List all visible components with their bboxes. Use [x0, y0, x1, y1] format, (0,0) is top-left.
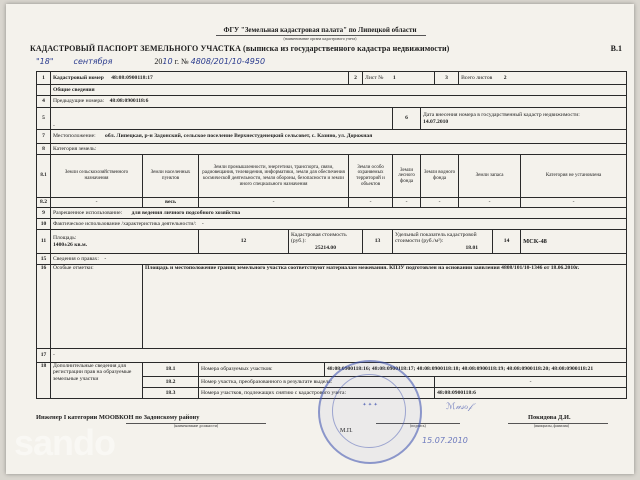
rights-value: -: [104, 255, 107, 262]
coordinate-system: МСК-48: [521, 230, 627, 254]
land-category-label: Категория земель:: [51, 144, 627, 155]
stamp-inner-ring: [332, 374, 406, 448]
cadastral-cost-label: Кадастровая стоимость (руб.):: [291, 232, 347, 245]
category-value: -: [349, 198, 393, 208]
stamp-place: М.П.: [340, 428, 353, 434]
area-label: Площадь:: [53, 235, 77, 242]
organization-note: (наименование органа кадастрового учета): [283, 36, 357, 41]
row5-value: -: [51, 108, 393, 130]
document-title: КАДАСТРОВЫЙ ПАСПОРТ ЗЕМЕЛЬНОГО УЧАСТКА (выписка из государственного кадастра недвижимости): [30, 44, 450, 53]
separated-plot-value: -: [435, 377, 627, 388]
category-header: Земли лесного фонда: [393, 155, 421, 198]
cadastral-table: [36, 71, 627, 399]
row-number: 8: [37, 144, 51, 155]
actual-use-value: -: [201, 220, 204, 227]
row-number: 8.2: [37, 198, 51, 208]
row-number: 5: [37, 108, 51, 130]
category-header: Земли сельскохозяйственного назначения: [51, 155, 143, 198]
handwritten-month: сентября: [73, 57, 113, 66]
special-notes-value: Площадь и местоположение границ земельного участка соответствуют материалам межевания. КПЗУ подготовлен на основании заявления 4808/101/10-1346 от 18.06.2010г.: [143, 265, 627, 349]
category-header: Земли водного фонда: [421, 155, 459, 198]
official-stamp: [318, 360, 422, 464]
area-value: 1400±26 кв.м.: [53, 241, 88, 248]
general-section-heading: Общие сведения: [51, 85, 627, 96]
row-number: 14: [493, 230, 521, 254]
additional-info-label: Дополнительные сведения для регистрации прав на образуемые земельные участки: [51, 363, 143, 399]
total-sheets-cell: [459, 72, 627, 85]
row-previous-numbers: [37, 96, 627, 108]
row-number: 6: [393, 108, 421, 130]
rights-label: Сведения о правах:: [53, 255, 99, 262]
previous-numbers-value: 48:08:0900118:6: [109, 98, 149, 105]
row-rights: [37, 254, 627, 265]
handwritten-year: 10: [162, 57, 173, 66]
category-value: -: [393, 198, 421, 208]
sheet-cell: [363, 72, 435, 85]
row-number: 18: [37, 363, 51, 399]
year-prefix: 20: [154, 57, 163, 66]
permitted-use-value: для ведения личного подсобного хозяйства: [131, 209, 241, 216]
row-number: 4: [37, 96, 51, 108]
row-number: 15: [37, 254, 51, 265]
row-land-category-headers: [37, 155, 627, 198]
category-value: весь: [143, 198, 199, 208]
row-number: 12: [199, 230, 289, 254]
position-note: (наименование должности): [174, 424, 219, 428]
cadastral-cost-value: 25214.00: [315, 244, 337, 251]
row-formed-plots: [37, 363, 627, 377]
row-special-notes: [37, 265, 627, 349]
form-code: В.1: [610, 44, 622, 53]
engineer-name: Покидова Д.И.: [528, 414, 571, 421]
row17-value: -: [51, 349, 627, 363]
removed-plots-value: 48:08:0900118:6: [435, 388, 627, 399]
row-17: [37, 349, 627, 363]
total-sheets-value: 2: [503, 74, 507, 81]
category-header: Земли промышленности, энергетики, транспорта, связи, радиовещания, телевидения, информатики, земли для обеспечения космической деятельности, земли обороны, безопасности и земли иного специального назначения: [199, 155, 349, 198]
row-number: 1: [37, 72, 51, 85]
row-number: 3: [435, 72, 459, 85]
sub-row-number: 18.1: [143, 363, 199, 377]
signature-note: (подпись): [410, 424, 426, 428]
row-number: 9: [37, 208, 51, 219]
permitted-use-label: Разрешенное использование:: [53, 209, 123, 216]
row-number: 17: [37, 349, 51, 363]
handwritten-doc-number: 4808/201/10-4950: [190, 57, 266, 66]
category-header: Категория не установлена: [521, 155, 627, 198]
row-number-date: [37, 108, 627, 130]
category-value: -: [459, 198, 521, 208]
row-number: 2: [349, 72, 363, 85]
row-cadastral-number: [37, 72, 627, 85]
row-permitted-use: [37, 208, 627, 219]
row-number: 13: [363, 230, 393, 254]
category-header: Земли населенных пунктов: [143, 155, 199, 198]
row-actual-use: [37, 219, 627, 230]
engineer-position: Инженер I категории МООВКОН по Задонскому району: [36, 414, 200, 421]
category-value: -: [51, 198, 143, 208]
year-number-label: г. №: [174, 57, 189, 66]
row-general: [37, 85, 627, 96]
row-number: 11: [37, 230, 51, 254]
sub-row-number: 18.3: [143, 388, 199, 399]
total-sheets-label: Всего листов: [461, 74, 493, 81]
sheet-value: 1: [392, 74, 396, 81]
previous-numbers-label: Предыдущие номера:: [53, 98, 105, 105]
cadastral-number-label: Кадастровый номер: [53, 74, 104, 81]
formed-plots-value: 48:08:0900118:16; 48:08:0900118:17; 48:08:0900118:18; 48:08:0900118:19; 48:08:0900118:20; 48:08:0900118:21: [325, 363, 627, 377]
actual-use-label: Фактическое использование /характеристика деятельности/:: [53, 220, 197, 227]
formed-plots-label: Номера образуемых участков:: [199, 363, 325, 377]
location-label: Местоположение:: [53, 133, 96, 140]
sub-row-number: 18.2: [143, 377, 199, 388]
category-value: -: [421, 198, 459, 208]
row-number: 16: [37, 265, 51, 349]
document-page: [6, 4, 634, 474]
separated-plot-label: Номер участка, преобразованного в результате выдела:: [199, 377, 435, 388]
specific-cost-value: 18.01: [465, 244, 479, 251]
row-area-cost: [37, 230, 627, 254]
stamp-mark: ✦ ✦ ✦: [362, 402, 378, 408]
handwritten-day: "18": [36, 57, 54, 66]
site-watermark: sando: [14, 422, 116, 463]
handwritten-signature: ℳ𝓊𝓈ℴ𝒻: [446, 402, 473, 412]
special-notes-label: Особые отметки:: [51, 265, 143, 349]
category-header: Земли запаса: [459, 155, 521, 198]
category-header: Земли особо охраняемых территорий и объектов: [349, 155, 393, 198]
row-land-category-values: [37, 198, 627, 208]
sheet-label: Лист №: [365, 74, 384, 81]
entry-date-label: Дата внесения номера в государственный кадастр недвижимости:: [423, 112, 580, 119]
name-note: (инициалы, фамилия): [534, 424, 570, 428]
category-value: -: [521, 198, 627, 208]
row-location: [37, 130, 627, 144]
handwritten-date: 15.07.2010: [422, 436, 468, 445]
cadastral-number-value: 48:08:0900118:17: [111, 74, 153, 81]
cadastral-number-cell: [51, 72, 349, 85]
specific-cost-label: Удельный показатель кадастровой стоимости (руб./м²):: [395, 232, 477, 245]
entry-date-value: 14.07.2010: [423, 118, 449, 125]
row-land-category: [37, 144, 627, 155]
issue-date-line: [36, 57, 265, 66]
row-number: 8.1: [37, 155, 51, 198]
row-number: 7: [37, 130, 51, 144]
location-value: обл. Липецкая, р-н Задонский, сельское поселение Верхнестуденецкий сельсовет, с. Казино, ул. Дорожная: [105, 133, 373, 140]
category-value: -: [199, 198, 349, 208]
removed-plots-label: Номера участков, подлежащих снятию с кадастрового учета:: [199, 388, 435, 399]
row-number: 10: [37, 219, 51, 230]
organization-name: ФГУ "Земельная кадастровая палата" по Липецкой области: [223, 26, 417, 34]
